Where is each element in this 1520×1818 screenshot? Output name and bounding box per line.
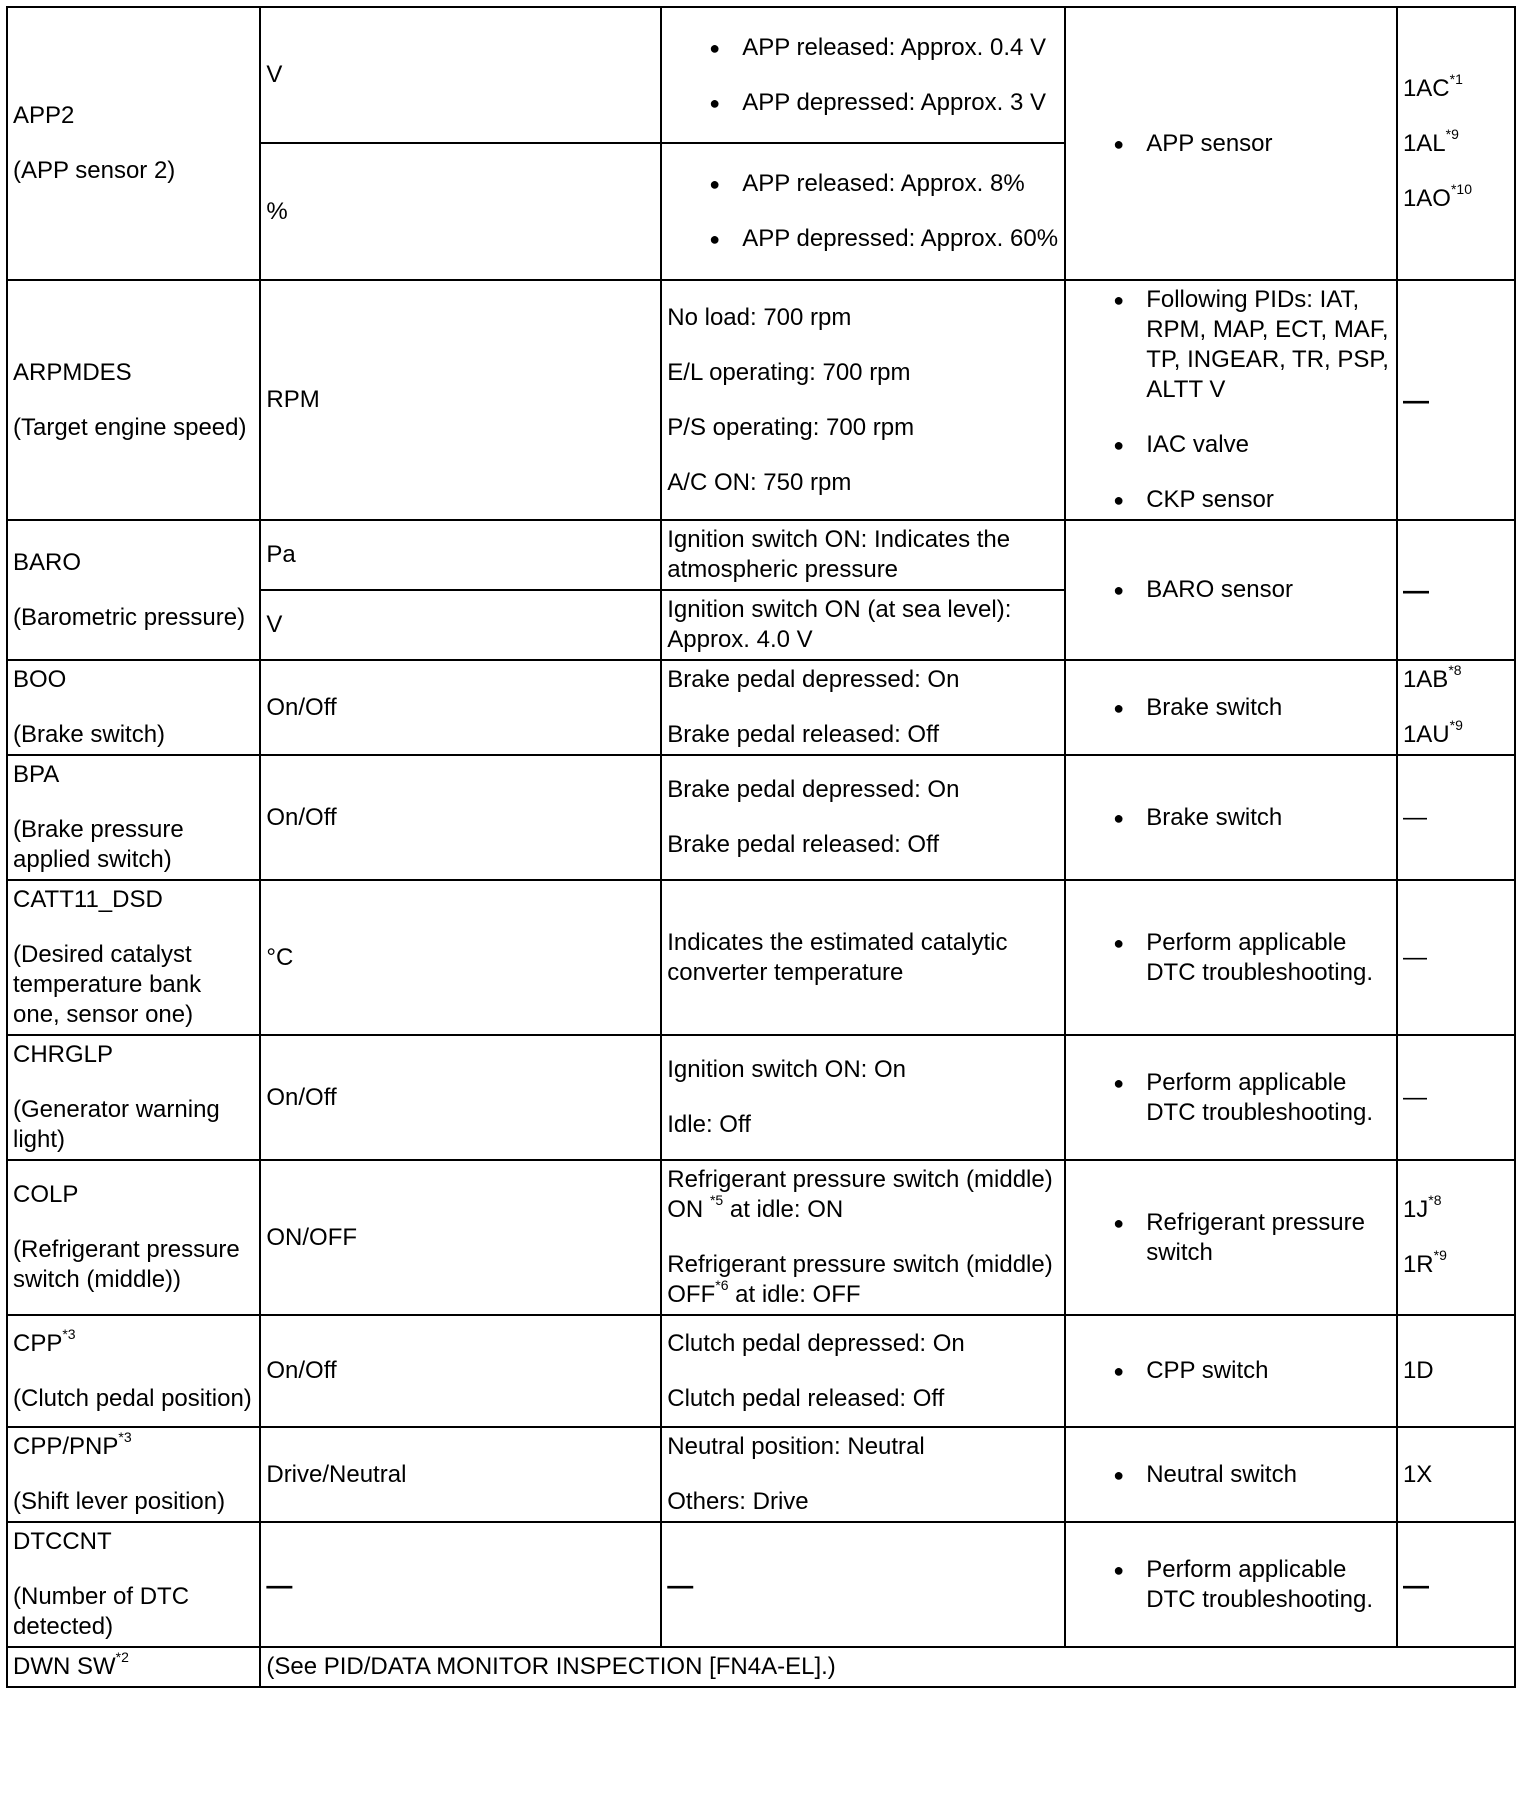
reference-note-cell: (See PID/DATA MONITOR INSPECTION [FN4A-EL].) bbox=[260, 1647, 1515, 1687]
action-cell bbox=[1065, 880, 1397, 1035]
table-row-dtccnt bbox=[7, 1522, 1515, 1647]
table-row-app2 bbox=[7, 7, 1515, 143]
condition-item: ● APP depressed: Approx. 3 V bbox=[667, 88, 1059, 118]
pid-name: CHRGLP bbox=[13, 1041, 114, 1068]
action-cell bbox=[1065, 280, 1397, 520]
pid-name: DWN SW bbox=[13, 1653, 116, 1680]
action-item: ● CPP switch bbox=[1071, 1356, 1391, 1386]
action-item: ● Perform applicable DTC troubleshooting. bbox=[1071, 1068, 1391, 1128]
table-row-cpp bbox=[7, 1315, 1515, 1427]
action-cell bbox=[1065, 1160, 1397, 1315]
action-item: ● Perform applicable DTC troubleshooting. bbox=[1071, 1555, 1391, 1615]
terminal-id: 1AB$^{*8}$ bbox=[1402, 662, 1462, 693]
action-item: ● BARO sensor bbox=[1071, 575, 1391, 605]
action-cell bbox=[1065, 1427, 1397, 1522]
unit-cell: °C bbox=[260, 880, 661, 1035]
action-cell bbox=[1065, 660, 1397, 755]
condition-cell bbox=[661, 143, 1065, 280]
condition-item: Ignition switch ON: On bbox=[667, 1056, 907, 1083]
table-row-catt11-dsd bbox=[7, 880, 1515, 1035]
pid-description: (Clutch pedal position) bbox=[13, 1384, 252, 1412]
terminal-cell bbox=[1397, 660, 1515, 755]
pid-description: (APP sensor 2) bbox=[13, 157, 176, 184]
terminal-id: $1J^{*8}$ bbox=[1402, 1192, 1442, 1223]
action-cell bbox=[1065, 7, 1397, 280]
condition-item: ● APP depressed: Approx. 60% bbox=[667, 224, 1059, 254]
condition-item: Brake pedal released: Off bbox=[667, 721, 939, 748]
condition-cell: Ignition switch ON (at sea level): Approx. 4.0 V bbox=[661, 590, 1065, 660]
action-item: ● Brake switch bbox=[1071, 693, 1391, 723]
pid-name: BPA bbox=[13, 761, 60, 788]
condition-cell: — bbox=[661, 1522, 1065, 1647]
action-item: ● Perform applicable DTC troubleshooting. bbox=[1071, 928, 1391, 988]
condition-cell bbox=[661, 7, 1065, 143]
unit-cell: On/Off bbox=[260, 660, 661, 755]
action-item: ● Neutral switch bbox=[1071, 1460, 1391, 1490]
condition-item: Others: Drive bbox=[667, 1488, 809, 1515]
condition-cell: Indicates the estimated catalytic converter temperature bbox=[661, 880, 1065, 1035]
pid-name: APP2 bbox=[13, 102, 75, 129]
action-cell bbox=[1065, 1035, 1397, 1160]
pid-name: DTCCNT bbox=[13, 1528, 112, 1555]
pid-name: CPP$^{*3}$ bbox=[13, 1325, 76, 1357]
pid-table-container bbox=[6, 6, 1516, 1688]
condition-cell bbox=[661, 280, 1065, 520]
pid-name-cell bbox=[7, 755, 260, 880]
unit-cell: V bbox=[260, 7, 661, 143]
table-row-dwn-sw bbox=[7, 1647, 1515, 1687]
pid-data-monitor-table bbox=[6, 6, 1516, 1688]
pid-name: CPP/PNP$^{*3}$ bbox=[13, 1429, 132, 1460]
pid-name-cell bbox=[7, 1427, 260, 1522]
terminal-cell: — bbox=[1397, 1522, 1515, 1647]
pid-description: (Brake pressure applied switch) bbox=[13, 816, 184, 873]
pid-name-cell bbox=[7, 660, 260, 755]
terminal-cell bbox=[1397, 1160, 1515, 1315]
condition-cell bbox=[661, 755, 1065, 880]
pid-name-cell bbox=[7, 880, 260, 1035]
condition-cell bbox=[661, 1427, 1065, 1522]
terminal-cell: 1D bbox=[1397, 1315, 1515, 1427]
terminal-id: 1AU$^{*9}$ bbox=[1402, 717, 1463, 748]
pid-description: (Target engine speed) bbox=[13, 413, 247, 441]
terminal-id: 1AO$^{*10}$ bbox=[1402, 180, 1472, 212]
unit-cell: V bbox=[260, 590, 661, 660]
unit-cell: — bbox=[260, 1522, 661, 1647]
pid-name-cell bbox=[7, 520, 260, 660]
table-row-arpmdes bbox=[7, 280, 1515, 520]
pid-name-cell bbox=[7, 1522, 260, 1647]
unit-cell: % bbox=[260, 143, 661, 280]
unit-cell: RPM bbox=[260, 280, 661, 520]
terminal-id: $1R^{*9}$ bbox=[1402, 1247, 1447, 1278]
pid-name-cell: DWN SW$^{*2}$ bbox=[7, 1647, 260, 1687]
pid-name-cell bbox=[7, 7, 260, 280]
unit-cell: On/Off bbox=[260, 1035, 661, 1160]
condition-item: E/L operating: 700 rpm bbox=[667, 358, 911, 386]
condition-item: Refrigerant pressure switch (middle) OFF$^{*6}$ at idle: OFF bbox=[667, 1251, 1053, 1308]
action-item: ● CKP sensor bbox=[1071, 485, 1391, 515]
action-item: ● Refrigerant pressure switch bbox=[1071, 1208, 1391, 1268]
condition-item: Brake pedal depressed: On bbox=[667, 666, 960, 693]
condition-item: No load: 700 rpm bbox=[667, 303, 852, 331]
terminal-cell bbox=[1397, 7, 1515, 280]
terminal-cell: — bbox=[1397, 520, 1515, 660]
condition-item: ● APP released: Approx. 0.4 V bbox=[667, 33, 1059, 63]
pid-description: (Desired catalyst temperature bank one, sensor one) bbox=[13, 941, 202, 1028]
pid-description: (Refrigerant pressure switch (middle)) bbox=[13, 1236, 240, 1293]
condition-cell bbox=[661, 1315, 1065, 1427]
pid-name: BOO bbox=[13, 666, 67, 693]
pid-description: (Shift lever position) bbox=[13, 1488, 226, 1515]
pid-description: (Brake switch) bbox=[13, 721, 166, 748]
condition-item: A/C ON: 750 rpm bbox=[667, 468, 852, 496]
action-item: ● Brake switch bbox=[1071, 803, 1391, 833]
terminal-cell: — bbox=[1397, 280, 1515, 520]
condition-cell bbox=[661, 1160, 1065, 1315]
action-cell bbox=[1065, 755, 1397, 880]
action-cell bbox=[1065, 520, 1397, 660]
condition-item: Brake pedal released: Off bbox=[667, 831, 939, 858]
action-item: ● APP sensor bbox=[1071, 129, 1391, 159]
unit-cell: Drive/Neutral bbox=[260, 1427, 661, 1522]
condition-cell bbox=[661, 1035, 1065, 1160]
pid-name-cell bbox=[7, 1315, 260, 1427]
pid-description: (Barometric pressure) bbox=[13, 603, 246, 631]
table-row-boo bbox=[7, 660, 1515, 755]
table-row-colp bbox=[7, 1160, 1515, 1315]
pid-name-cell bbox=[7, 280, 260, 520]
condition-item: Clutch pedal depressed: On bbox=[667, 1329, 965, 1357]
terminal-cell: — bbox=[1397, 755, 1515, 880]
condition-item: Refrigerant pressure switch (middle) ON $^{*5}$ at idle: ON bbox=[667, 1166, 1053, 1223]
condition-item: ● APP released: Approx. 8% bbox=[667, 169, 1059, 199]
unit-cell: On/Off bbox=[260, 755, 661, 880]
action-item: ● Following PIDs: IAT, RPM, MAP, ECT, MAF, TP, INGEAR, TR, PSP, ALTT V bbox=[1071, 285, 1391, 405]
pid-name: ARPMDES bbox=[13, 358, 132, 386]
table-row-baro bbox=[7, 520, 1515, 590]
terminal-cell: 1X bbox=[1397, 1427, 1515, 1522]
pid-name-cell bbox=[7, 1160, 260, 1315]
pid-name: CATT11_DSD bbox=[13, 886, 163, 913]
unit-cell: Pa bbox=[260, 520, 661, 590]
condition-item: Neutral position: Neutral bbox=[667, 1433, 925, 1460]
terminal-cell: — bbox=[1397, 880, 1515, 1035]
unit-cell: ON/OFF bbox=[260, 1160, 661, 1315]
action-cell bbox=[1065, 1522, 1397, 1647]
condition-item: P/S operating: 700 rpm bbox=[667, 413, 915, 441]
action-cell bbox=[1065, 1315, 1397, 1427]
pid-description: (Generator warning light) bbox=[13, 1096, 220, 1153]
terminal-id: 1AC$^{*1}$ bbox=[1402, 70, 1463, 102]
table-row-cpp-pnp bbox=[7, 1427, 1515, 1522]
condition-item: Brake pedal depressed: On bbox=[667, 776, 960, 803]
condition-item: Idle: Off bbox=[667, 1111, 751, 1138]
pid-name: COLP bbox=[13, 1181, 79, 1208]
pid-description: (Number of DTC detected) bbox=[13, 1583, 190, 1640]
condition-cell: Ignition switch ON: Indicates the atmospheric pressure bbox=[661, 520, 1065, 590]
unit-cell: On/Off bbox=[260, 1315, 661, 1427]
pid-name-cell bbox=[7, 1035, 260, 1160]
terminal-id: 1AL$^{*9}$ bbox=[1402, 125, 1459, 157]
condition-cell bbox=[661, 660, 1065, 755]
table-row-bpa bbox=[7, 755, 1515, 880]
pid-name: BARO bbox=[13, 548, 82, 576]
table-row-chrglp bbox=[7, 1035, 1515, 1160]
terminal-cell: — bbox=[1397, 1035, 1515, 1160]
condition-item: Clutch pedal released: Off bbox=[667, 1384, 945, 1412]
action-item: ● IAC valve bbox=[1071, 430, 1391, 460]
